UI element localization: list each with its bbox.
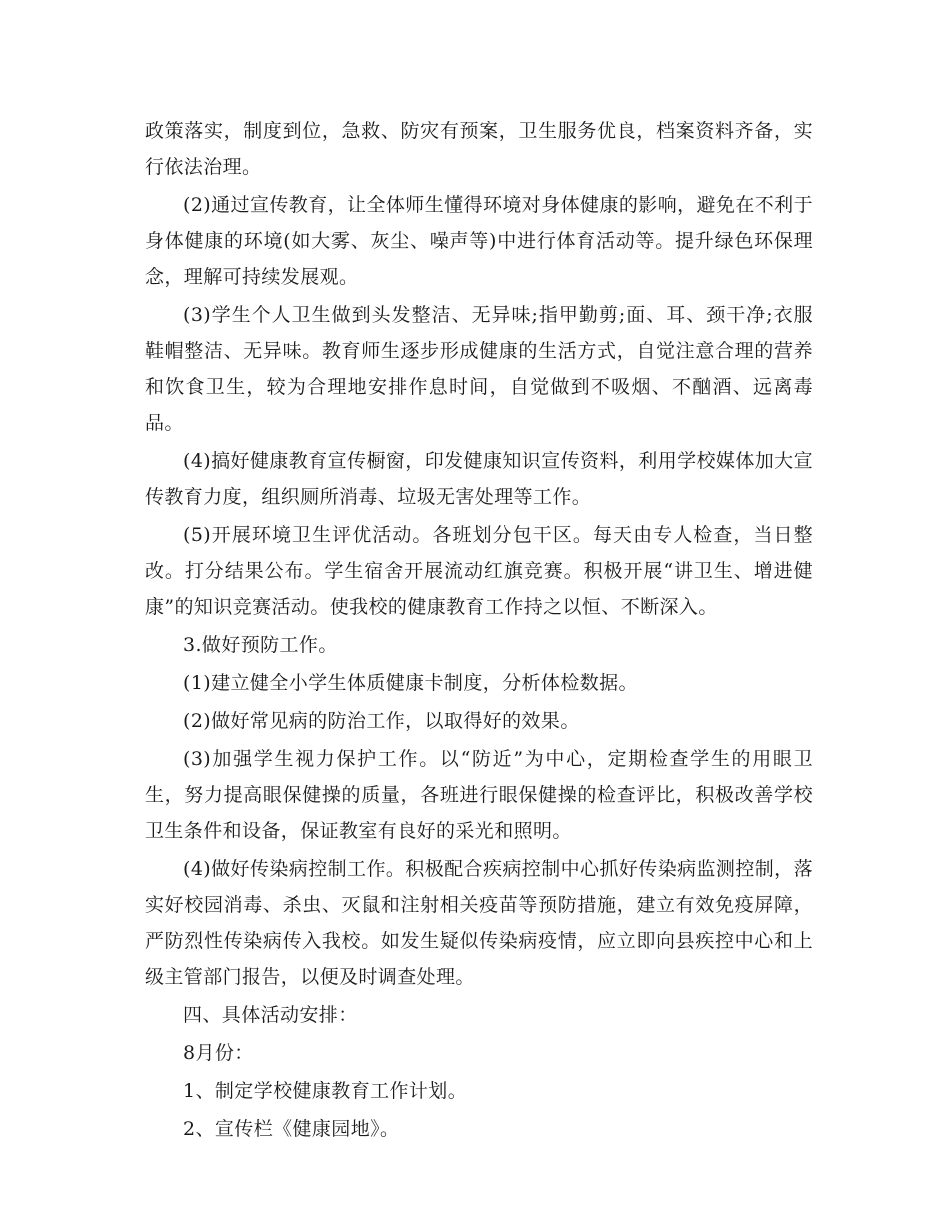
paragraph-prevention-4: (4)做好传染病控制工作。积极配合疾病控制中心抓好传染病监测控制，落实好校园消毒、杀虫、灭鼠和注射相关疫苗等预防措施，建立有效免疫屏障，严防烈性传染病传入我校。如发生疑似传染病疫情，应立即向县疾控中心和上级主管部门报告，以便及时调查处理。 [145,858,813,988]
section-heading-activities: 四、具体活动安排： [183,1004,358,1026]
section-heading-prevention: 3.做好预防工作。 [183,634,338,656]
paragraph-prevention-1: (1)建立健全小学生体质健康卡制度，分析体检数据。 [183,672,638,694]
paragraph-item-5-evaluation: (5)开展环境卫生评优活动。各班划分包干区。每天由专人检查，当日整改。打分结果公布。学生宿舍开展流动红旗竞赛。积极开展“讲卫生、增进健康”的知识竞赛活动。使我校的健康教育工作持之以恒、不断深入。 [145,524,813,618]
activity-item-1: 1、制定学校健康教育工作计划。 [183,1080,468,1102]
paragraph-item-2-publicity: (2)通过宣传教育，让全体师生懂得环境对身体健康的影响，避免在不利于身体健康的环境(如大雾、灰尘、噪声等)中进行体育活动等。提升绿色环保理念，理解可持续发展观。 [145,194,813,288]
month-heading-august: 8月份： [183,1042,254,1064]
paragraph-prevention-3: (3)加强学生视力保护工作。以“防近”为中心，定期检查学生的用眼卫生，努力提高眼保健操的质量，各班进行眼保健操的检查评比，积极改善学校卫生条件和设备，保证教室有良好的采光和照明。 [145,748,813,842]
paragraph-item-3-hygiene: (3)学生个人卫生做到头发整洁、无异味;指甲勤剪;面、耳、颈干净;衣服鞋帽整洁、无异味。教育师生逐步形成健康的生活方式，自觉注意合理的营养和饮食卫生，较为合理地安排作息时间，自觉做到不吸烟、不酗酒、远离毒品。 [145,304,813,434]
document-body [145,113,813,1149]
paragraph-prevention-2: (2)做好常见病的防治工作，以取得好的效果。 [183,710,580,732]
paragraph-policy-implementation: 政策落实，制度到位，急救、防灾有预案，卫生服务优良，档案资料齐备，实行依法治理。 [145,120,813,178]
paragraph-item-4-bulletin: (4)搞好健康教育宣传橱窗，印发健康知识宣传资料，利用学校媒体加大宣传教育力度，组织厕所消毒、垃圾无害处理等工作。 [145,450,813,508]
activity-item-2: 2、宣传栏《健康园地》。 [183,1118,400,1140]
